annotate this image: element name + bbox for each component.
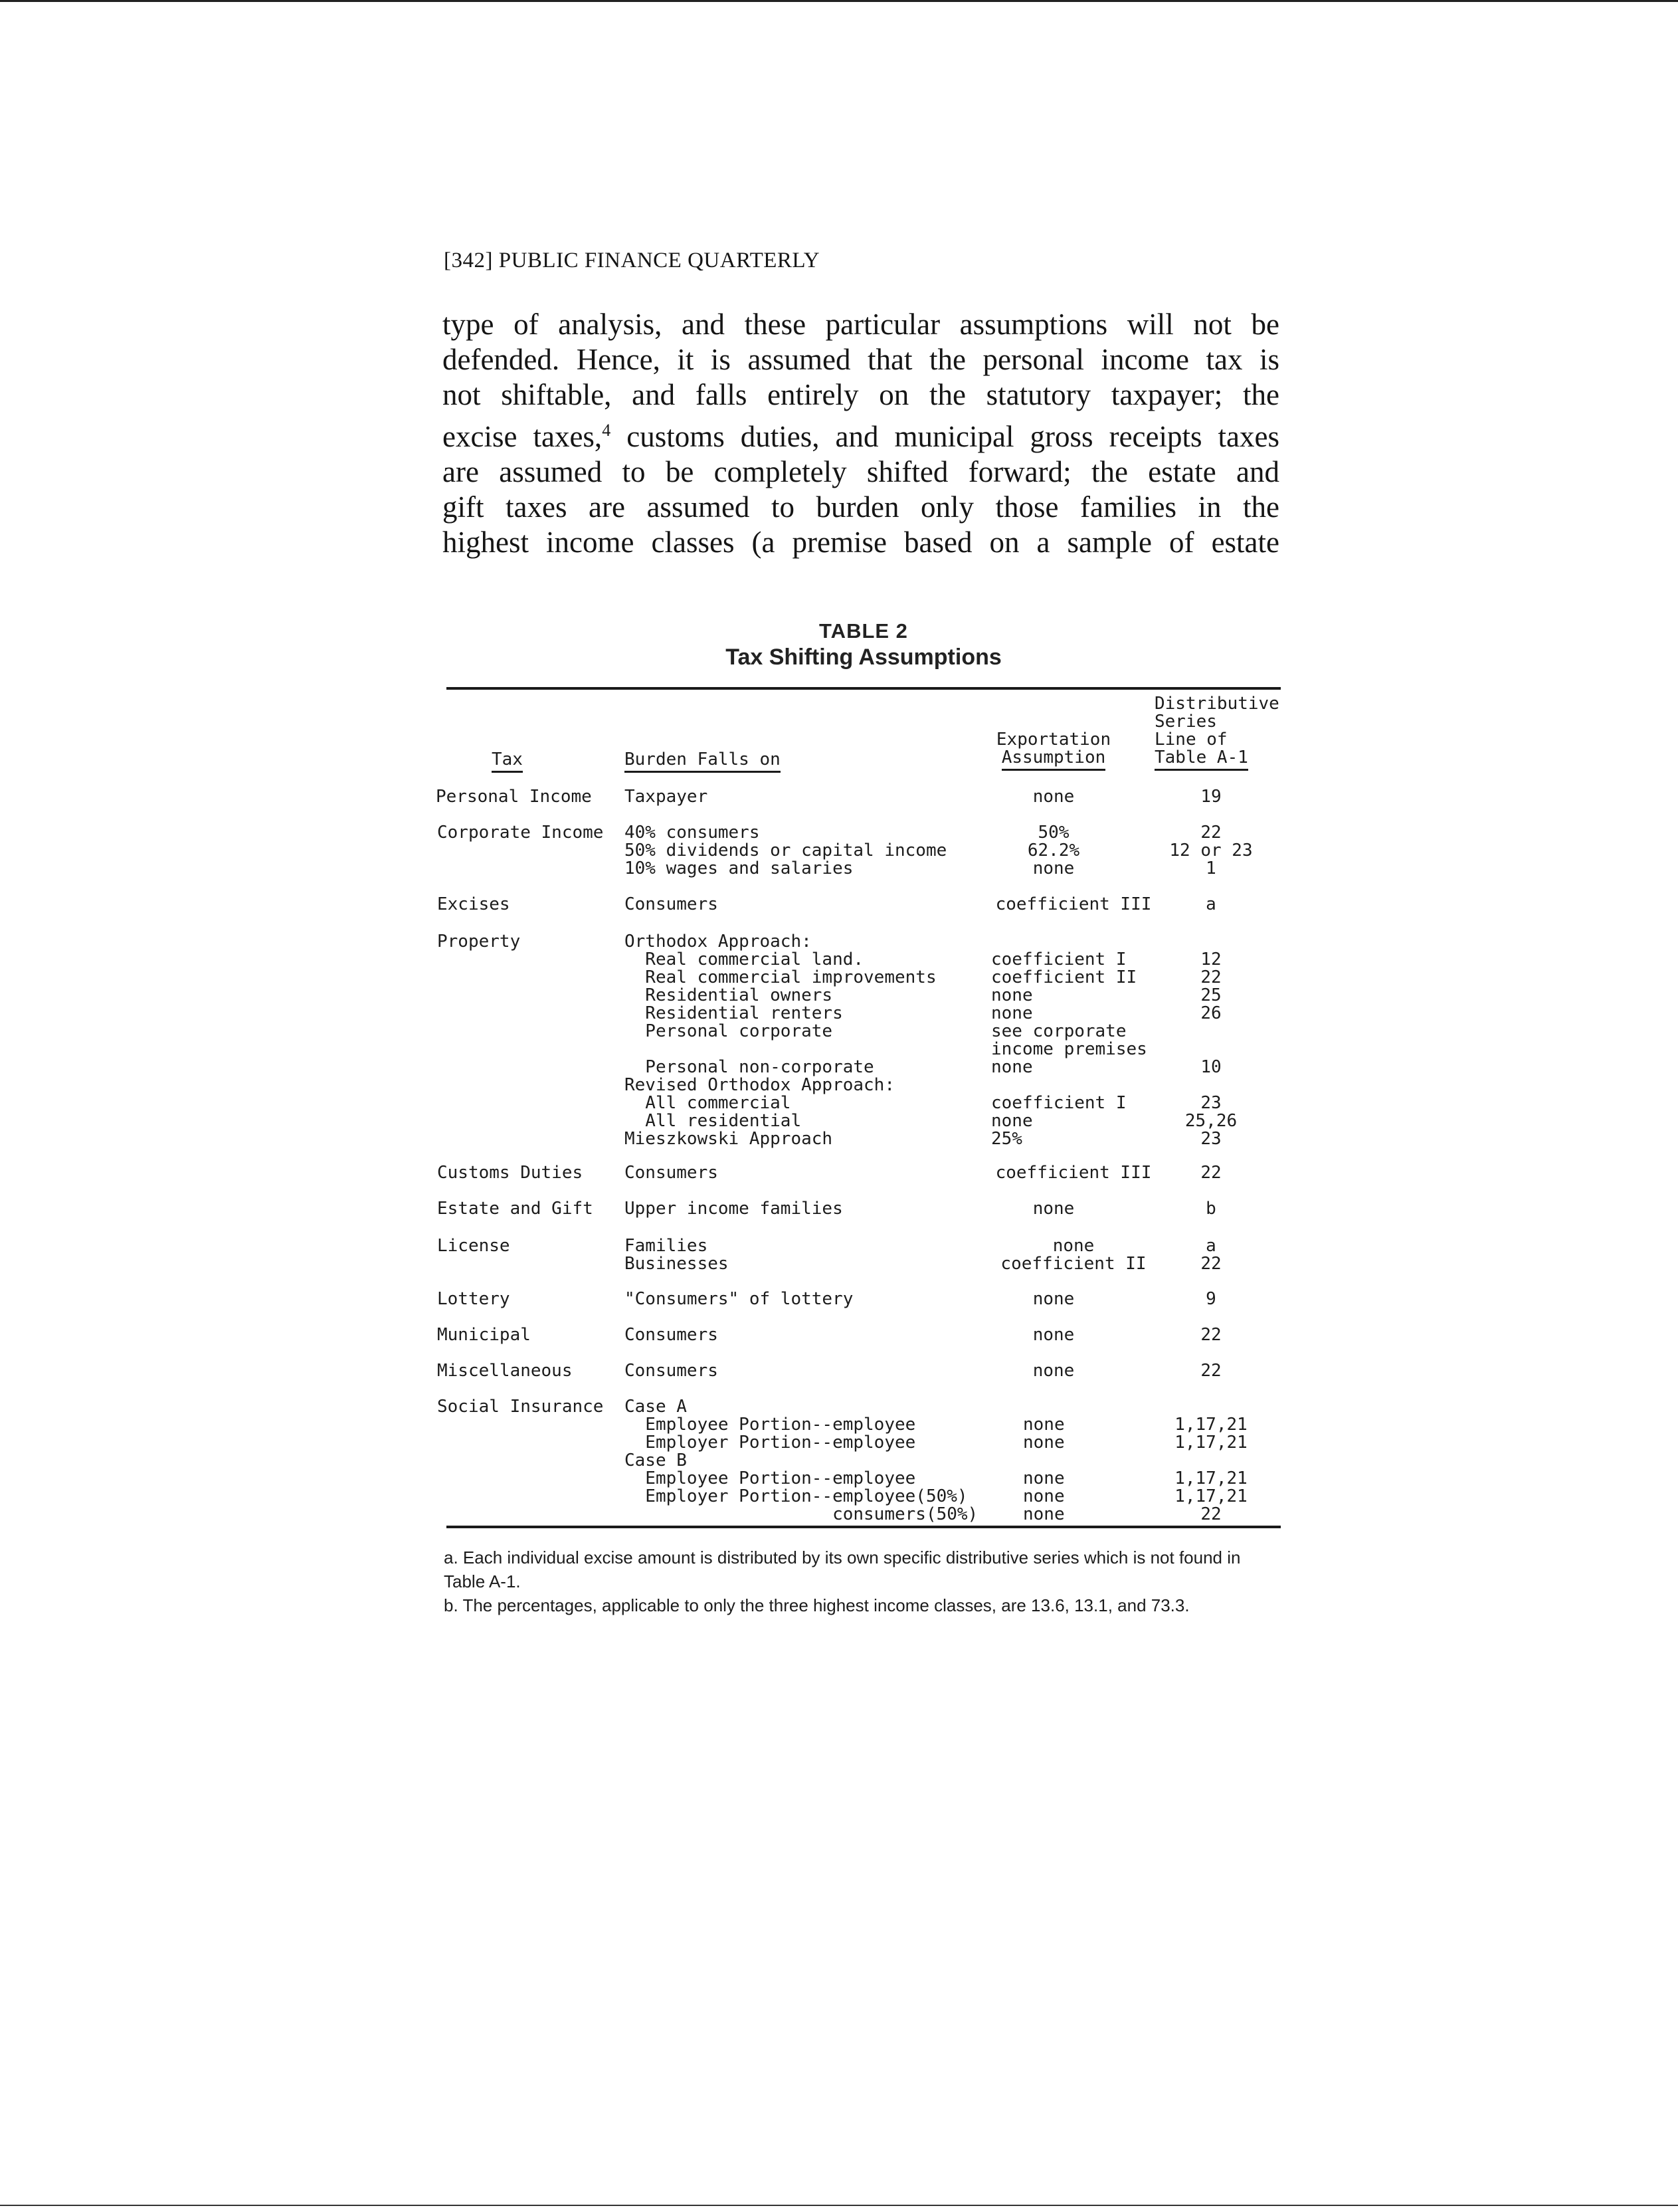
series-municipal: 22 — [1200, 1325, 1222, 1345]
bottom-scan-edge — [0, 2205, 1678, 2206]
burden-excises: Consumers — [624, 894, 718, 914]
burden-license: Families Businesses — [624, 1236, 729, 1274]
tax-miscellaneous: Miscellaneous — [437, 1361, 573, 1381]
burden-property: Orthodox Approach: Real commercial land. Real commercial improvements Residential owners Residential renters Personal corporate Personal non-corporate Revised Orthodox Approach: All commercial All residential Mieszkowski Approach — [624, 932, 937, 1149]
body-line: gift taxes are assumed to burden only those families in the — [442, 490, 1279, 524]
table-title: TABLE 2 — [819, 619, 908, 643]
body-paragraph — [442, 307, 1279, 560]
tax-property: Property — [437, 932, 521, 952]
export-municipal: none — [1032, 1325, 1075, 1345]
export-personal-income: none — [1032, 787, 1075, 807]
export-customs-duties: coefficient III — [995, 1163, 1152, 1183]
burden-customs-duties: Consumers — [624, 1163, 718, 1183]
header-burden: Burden Falls on — [624, 751, 781, 769]
series-customs-duties: 22 — [1200, 1163, 1222, 1183]
burden-miscellaneous: Consumers — [624, 1361, 718, 1381]
tax-excises: Excises — [437, 894, 510, 914]
tax-social-insurance: Social Insurance — [437, 1397, 604, 1417]
top-scan-edge — [0, 0, 1678, 2]
body-line: highest income classes (a premise based on a sample of estate — [442, 526, 1279, 559]
header-tax: Tax — [492, 751, 523, 769]
body-line: are assumed to be completely shifted forward; the estate and — [442, 455, 1279, 488]
table-subtitle: Tax Shifting Assumptions — [725, 645, 1002, 670]
tax-estate-gift: Estate and Gift — [437, 1199, 593, 1219]
table-bottom-rule — [446, 1526, 1281, 1528]
tax-license: License — [437, 1236, 510, 1256]
series-estate-gift: b — [1206, 1199, 1216, 1219]
series-personal-income: 19 — [1200, 787, 1222, 807]
tax-lottery: Lottery — [437, 1289, 510, 1309]
series-lottery: 9 — [1206, 1289, 1216, 1309]
body-line: type of analysis, and these particular assumptions will not be — [442, 308, 1279, 341]
export-license: none coefficient II — [1000, 1236, 1147, 1274]
series-social-insurance: 1,17,21 1,17,21 1,17,21 1,17,21 22 — [1174, 1415, 1248, 1524]
series-miscellaneous: 22 — [1200, 1361, 1222, 1381]
body-line: defended. Hence, it is assumed that the personal income tax is — [442, 343, 1279, 376]
series-excises: a — [1206, 894, 1216, 914]
header-export: Exportation Assumption — [987, 731, 1120, 767]
table-top-rule — [446, 687, 1281, 690]
series-corporate-income: 22 12 or 23 1 — [1169, 823, 1253, 878]
burden-social-insurance: Case A Employee Portion--employee Employer Portion--employee Case B Employee Portion--employee Employer Portion--employee(50%) consumers(50%) — [624, 1397, 979, 1524]
tax-municipal: Municipal — [437, 1325, 531, 1345]
page-header: [342] PUBLIC FINANCE QUARTERLY — [444, 249, 820, 272]
tax-personal-income: Personal Income — [436, 787, 592, 807]
body-line — [442, 413, 1279, 454]
burden-estate-gift: Upper income families — [624, 1199, 843, 1219]
body-line-prefix: excise taxes, — [442, 420, 603, 453]
export-excises: coefficient III — [995, 894, 1152, 914]
body-line: not shiftable, and falls entirely on the statutory taxpayer; the — [442, 378, 1279, 411]
body-line-rest: customs duties, and municipal gross receipts taxes — [626, 420, 1279, 453]
export-property: coefficient I coefficient II none none see corporate income premises none coefficient I none 25% — [991, 950, 1147, 1149]
export-corporate-income: 50% 62.2% none — [1027, 823, 1080, 878]
series-license: a 22 — [1200, 1236, 1222, 1274]
header-series: Distributive Series Line of Table A-1 — [1155, 695, 1279, 767]
burden-personal-income: Taxpayer — [624, 787, 708, 807]
burden-lottery: "Consumers" of lottery — [624, 1289, 854, 1309]
export-social-insurance: none none none none none — [1023, 1415, 1065, 1524]
burden-corporate-income: 40% consumers 50% dividends or capital income 10% wages and salaries — [624, 823, 947, 878]
export-estate-gift: none — [1032, 1199, 1075, 1219]
tax-customs-duties: Customs Duties — [437, 1163, 583, 1183]
export-miscellaneous: none — [1032, 1361, 1075, 1381]
tax-corporate-income: Corporate Income — [437, 823, 604, 843]
series-property: 12 22 25 26 10 23 25,26 23 — [1184, 950, 1238, 1149]
export-lottery: none — [1032, 1289, 1075, 1309]
footnote-a: a. Each individual excise amount is distributed by its own specific distributive series which is not found in Table A-1. — [444, 1548, 1241, 1591]
footnote-ref: 4 — [602, 421, 611, 440]
burden-municipal: Consumers — [624, 1325, 718, 1345]
footnote-b: b. The percentages, applicable to only the three highest income classes, are 13.6, 13.1, and 73.3. — [444, 1595, 1190, 1615]
